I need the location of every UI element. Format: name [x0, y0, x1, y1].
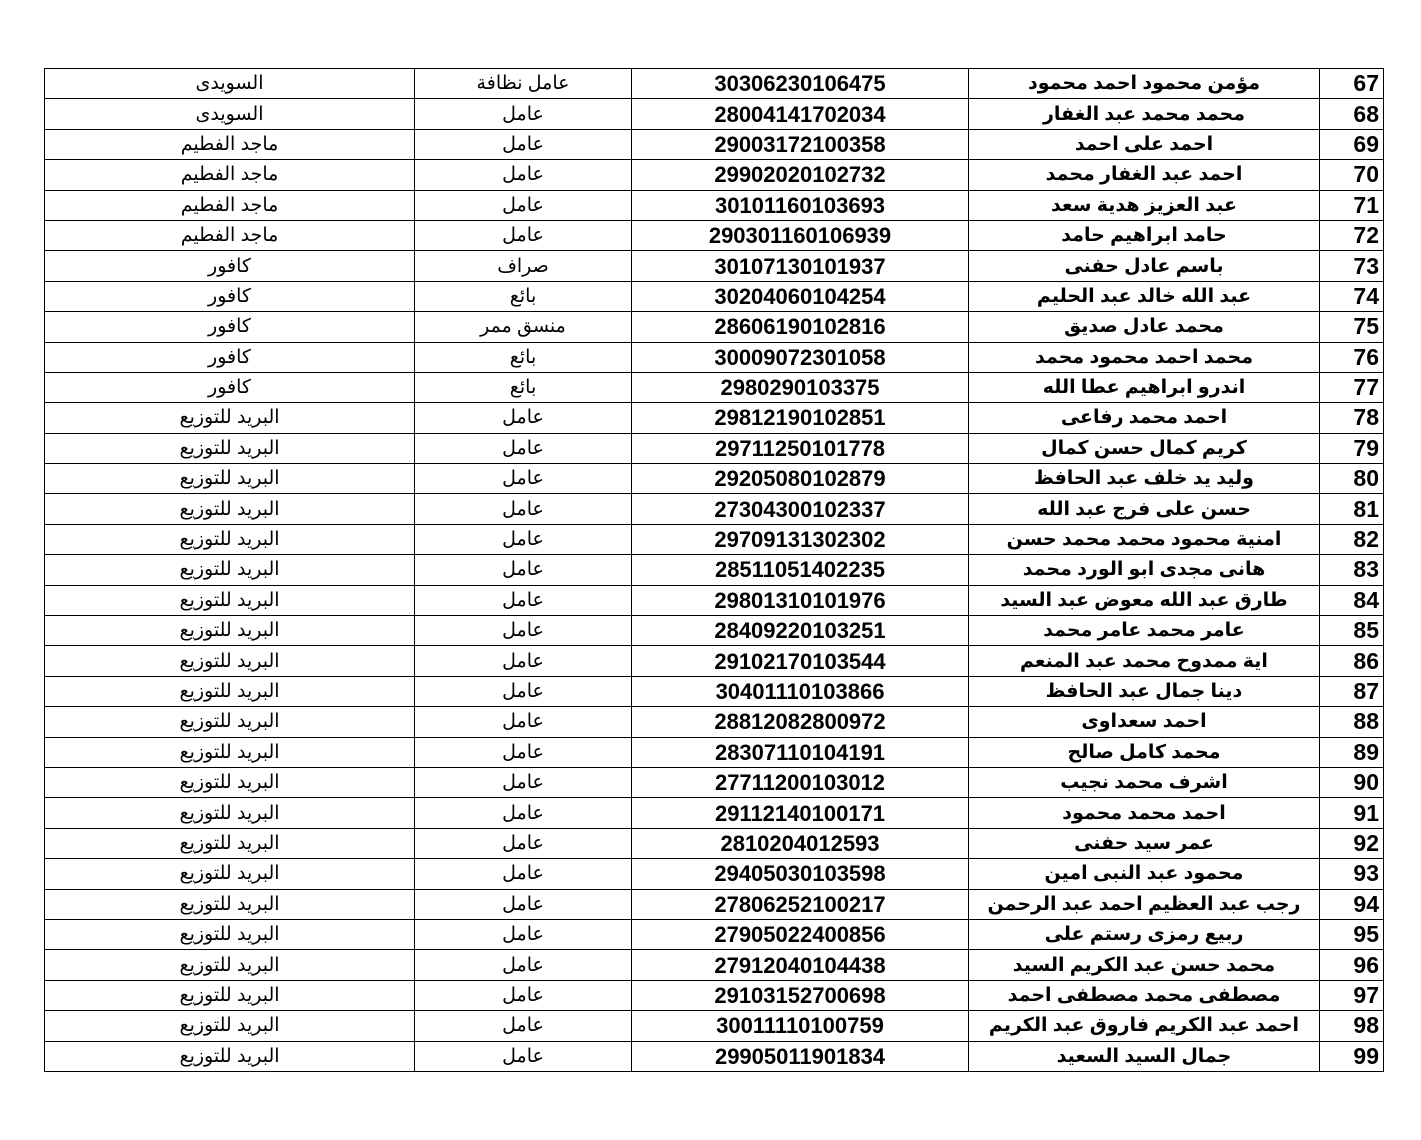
national-id-cell: 29003172100358	[632, 129, 969, 159]
row-number-cell: 80	[1320, 464, 1384, 494]
employee-name-cell: امنية محمود محمد محمد حسن	[969, 524, 1320, 554]
national-id-cell: 30306230106475	[632, 69, 969, 99]
employer-cell: البريد للتوزيع	[45, 828, 415, 858]
row-number-cell: 72	[1320, 220, 1384, 250]
employer-cell: كافور	[45, 342, 415, 372]
employee-name-cell: باسم عادل حفنى	[969, 251, 1320, 281]
job-title-cell: بائع	[415, 281, 632, 311]
row-number-cell: 79	[1320, 433, 1384, 463]
national-id-cell: 28812082800972	[632, 707, 969, 737]
employer-cell: ماجد الفطيم	[45, 129, 415, 159]
job-title-cell: عامل	[415, 1041, 632, 1071]
employee-name-cell: عبد العزيز هدية سعد	[969, 190, 1320, 220]
national-id-cell: 29812190102851	[632, 403, 969, 433]
row-number-cell: 75	[1320, 312, 1384, 342]
employer-cell: ماجد الفطيم	[45, 220, 415, 250]
table-row	[45, 251, 1384, 281]
table-row	[45, 767, 1384, 797]
table-row	[45, 433, 1384, 463]
employees-table	[44, 68, 1384, 1072]
employee-name-cell: محمود عبد النبى امين	[969, 859, 1320, 889]
table-row	[45, 859, 1384, 889]
national-id-cell: 290301160106939	[632, 220, 969, 250]
table-row	[45, 403, 1384, 433]
row-number-cell: 76	[1320, 342, 1384, 372]
employer-cell: البريد للتوزيع	[45, 767, 415, 797]
employee-name-cell: ربيع رمزى رستم على	[969, 919, 1320, 949]
job-title-cell: عامل	[415, 950, 632, 980]
job-title-cell: عامل	[415, 433, 632, 463]
national-id-cell: 27711200103012	[632, 767, 969, 797]
job-title-cell: عامل	[415, 828, 632, 858]
national-id-cell: 30107130101937	[632, 251, 969, 281]
employee-name-cell: طارق عبد الله معوض عبد السيد	[969, 585, 1320, 615]
national-id-cell: 30204060104254	[632, 281, 969, 311]
national-id-cell: 27905022400856	[632, 919, 969, 949]
row-number-cell: 73	[1320, 251, 1384, 281]
row-number-cell: 98	[1320, 1011, 1384, 1041]
employer-cell: البريد للتوزيع	[45, 1011, 415, 1041]
job-title-cell: بائع	[415, 372, 632, 402]
table-row	[45, 281, 1384, 311]
job-title-cell: عامل	[415, 555, 632, 585]
table-row	[45, 950, 1384, 980]
job-title-cell: عامل	[415, 767, 632, 797]
national-id-cell: 2810204012593	[632, 828, 969, 858]
employer-cell: البريد للتوزيع	[45, 494, 415, 524]
employer-cell: السويدى	[45, 99, 415, 129]
table-row	[45, 737, 1384, 767]
table-row	[45, 1041, 1384, 1071]
job-title-cell: عامل	[415, 980, 632, 1010]
national-id-cell: 29709131302302	[632, 524, 969, 554]
table-row	[45, 980, 1384, 1010]
employee-name-cell: احمد عبد الغفار محمد	[969, 160, 1320, 190]
row-number-cell: 86	[1320, 646, 1384, 676]
table-row	[45, 798, 1384, 828]
table-row	[45, 342, 1384, 372]
table-row	[45, 585, 1384, 615]
table-row	[45, 312, 1384, 342]
employer-cell: البريد للتوزيع	[45, 524, 415, 554]
table-row	[45, 129, 1384, 159]
job-title-cell: عامل	[415, 99, 632, 129]
table-row	[45, 494, 1384, 524]
row-number-cell: 93	[1320, 859, 1384, 889]
table-row	[45, 372, 1384, 402]
employee-name-cell: محمد محمد عبد الغفار	[969, 99, 1320, 129]
row-number-cell: 81	[1320, 494, 1384, 524]
job-title-cell: عامل	[415, 889, 632, 919]
employer-cell: كافور	[45, 281, 415, 311]
job-title-cell: بائع	[415, 342, 632, 372]
job-title-cell: عامل	[415, 859, 632, 889]
employer-cell: البريد للتوزيع	[45, 919, 415, 949]
job-title-cell: عامل	[415, 129, 632, 159]
employee-name-cell: حامد ابراهيم حامد	[969, 220, 1320, 250]
employer-cell: البريد للتوزيع	[45, 433, 415, 463]
employer-cell: البريد للتوزيع	[45, 676, 415, 706]
job-title-cell: صراف	[415, 251, 632, 281]
employee-name-cell: محمد احمد محمود محمد	[969, 342, 1320, 372]
national-id-cell: 29103152700698	[632, 980, 969, 1010]
national-id-cell: 28004141702034	[632, 99, 969, 129]
national-id-cell: 30009072301058	[632, 342, 969, 372]
job-title-cell: عامل	[415, 616, 632, 646]
employee-name-cell: مصطفى محمد مصطفى احمد	[969, 980, 1320, 1010]
row-number-cell: 70	[1320, 160, 1384, 190]
row-number-cell: 96	[1320, 950, 1384, 980]
row-number-cell: 69	[1320, 129, 1384, 159]
table-row	[45, 707, 1384, 737]
employee-name-cell: محمد كامل صالح	[969, 737, 1320, 767]
table-row	[45, 555, 1384, 585]
national-id-cell: 28307110104191	[632, 737, 969, 767]
national-id-cell: 27304300102337	[632, 494, 969, 524]
job-title-cell: عامل نظافة	[415, 69, 632, 99]
employer-cell: البريد للتوزيع	[45, 859, 415, 889]
row-number-cell: 97	[1320, 980, 1384, 1010]
row-number-cell: 92	[1320, 828, 1384, 858]
job-title-cell: عامل	[415, 919, 632, 949]
employer-cell: البريد للتوزيع	[45, 585, 415, 615]
table-row	[45, 646, 1384, 676]
employee-name-cell: احمد على احمد	[969, 129, 1320, 159]
employer-cell: البريد للتوزيع	[45, 980, 415, 1010]
national-id-cell: 28511051402235	[632, 555, 969, 585]
employer-cell: البريد للتوزيع	[45, 950, 415, 980]
job-title-cell: عامل	[415, 737, 632, 767]
national-id-cell: 29112140100171	[632, 798, 969, 828]
job-title-cell: عامل	[415, 190, 632, 220]
national-id-cell: 27912040104438	[632, 950, 969, 980]
employer-cell: البريد للتوزيع	[45, 646, 415, 676]
job-title-cell: عامل	[415, 464, 632, 494]
row-number-cell: 99	[1320, 1041, 1384, 1071]
employer-cell: كافور	[45, 312, 415, 342]
table-row	[45, 616, 1384, 646]
job-title-cell: عامل	[415, 220, 632, 250]
employee-name-cell: كريم كمال حسن كمال	[969, 433, 1320, 463]
national-id-cell: 28606190102816	[632, 312, 969, 342]
national-id-cell: 29205080102879	[632, 464, 969, 494]
national-id-cell: 29405030103598	[632, 859, 969, 889]
job-title-cell: عامل	[415, 494, 632, 524]
employer-cell: البريد للتوزيع	[45, 737, 415, 767]
row-number-cell: 68	[1320, 99, 1384, 129]
employee-name-cell: جمال السيد السعيد	[969, 1041, 1320, 1071]
employee-name-cell: احمد محمد رفاعى	[969, 403, 1320, 433]
employer-cell: ماجد الفطيم	[45, 190, 415, 220]
employee-name-cell: عامر محمد عامر محمد	[969, 616, 1320, 646]
job-title-cell: عامل	[415, 676, 632, 706]
national-id-cell: 27806252100217	[632, 889, 969, 919]
table-row	[45, 676, 1384, 706]
employee-name-cell: احمد عبد الكريم فاروق عبد الكريم	[969, 1011, 1320, 1041]
row-number-cell: 90	[1320, 767, 1384, 797]
national-id-cell: 29102170103544	[632, 646, 969, 676]
job-title-cell: عامل	[415, 585, 632, 615]
employee-name-cell: حسن على فرج عبد الله	[969, 494, 1320, 524]
national-id-cell: 29902020102732	[632, 160, 969, 190]
row-number-cell: 84	[1320, 585, 1384, 615]
row-number-cell: 74	[1320, 281, 1384, 311]
row-number-cell: 77	[1320, 372, 1384, 402]
employee-name-cell: احمد سعداوى	[969, 707, 1320, 737]
employee-name-cell: مؤمن محمود احمد محمود	[969, 69, 1320, 99]
national-id-cell: 29905011901834	[632, 1041, 969, 1071]
employee-name-cell: رجب عبد العظيم احمد عبد الرحمن	[969, 889, 1320, 919]
job-title-cell: عامل	[415, 524, 632, 554]
row-number-cell: 94	[1320, 889, 1384, 919]
employer-cell: كافور	[45, 251, 415, 281]
employee-name-cell: عمر سيد حفنى	[969, 828, 1320, 858]
employees-table-body	[45, 69, 1384, 1072]
employer-cell: البريد للتوزيع	[45, 616, 415, 646]
table-row	[45, 1011, 1384, 1041]
table-row	[45, 919, 1384, 949]
job-title-cell: عامل	[415, 160, 632, 190]
employer-cell: البريد للتوزيع	[45, 798, 415, 828]
row-number-cell: 89	[1320, 737, 1384, 767]
row-number-cell: 82	[1320, 524, 1384, 554]
table-row	[45, 160, 1384, 190]
employee-name-cell: دينا جمال عبد الحافظ	[969, 676, 1320, 706]
job-title-cell: عامل	[415, 707, 632, 737]
row-number-cell: 88	[1320, 707, 1384, 737]
row-number-cell: 71	[1320, 190, 1384, 220]
row-number-cell: 67	[1320, 69, 1384, 99]
table-row	[45, 828, 1384, 858]
table-row	[45, 69, 1384, 99]
job-title-cell: عامل	[415, 646, 632, 676]
employer-cell: البريد للتوزيع	[45, 555, 415, 585]
employer-cell: البريد للتوزيع	[45, 403, 415, 433]
employer-cell: البريد للتوزيع	[45, 707, 415, 737]
national-id-cell: 30011110100759	[632, 1011, 969, 1041]
employee-name-cell: وليد يد خلف عبد الحافظ	[969, 464, 1320, 494]
employee-name-cell: اية ممدوح محمد عبد المنعم	[969, 646, 1320, 676]
row-number-cell: 95	[1320, 919, 1384, 949]
row-number-cell: 83	[1320, 555, 1384, 585]
employer-cell: كافور	[45, 372, 415, 402]
national-id-cell: 2980290103375	[632, 372, 969, 402]
employee-name-cell: هانى مجدى ابو الورد محمد	[969, 555, 1320, 585]
employee-name-cell: اندرو ابراهيم عطا الله	[969, 372, 1320, 402]
employee-name-cell: اشرف محمد نجيب	[969, 767, 1320, 797]
row-number-cell: 91	[1320, 798, 1384, 828]
employer-cell: البريد للتوزيع	[45, 464, 415, 494]
national-id-cell: 30101160103693	[632, 190, 969, 220]
table-row	[45, 190, 1384, 220]
row-number-cell: 78	[1320, 403, 1384, 433]
table-row	[45, 524, 1384, 554]
job-title-cell: عامل	[415, 798, 632, 828]
table-row	[45, 220, 1384, 250]
national-id-cell: 30401110103866	[632, 676, 969, 706]
employer-cell: السويدى	[45, 69, 415, 99]
job-title-cell: عامل	[415, 1011, 632, 1041]
row-number-cell: 85	[1320, 616, 1384, 646]
employee-name-cell: محمد عادل صديق	[969, 312, 1320, 342]
table-row	[45, 99, 1384, 129]
table-row	[45, 464, 1384, 494]
table-row	[45, 889, 1384, 919]
employee-name-cell: احمد محمد محمود	[969, 798, 1320, 828]
row-number-cell: 87	[1320, 676, 1384, 706]
employee-name-cell: عبد الله خالد عبد الحليم	[969, 281, 1320, 311]
employer-cell: البريد للتوزيع	[45, 889, 415, 919]
job-title-cell: عامل	[415, 403, 632, 433]
job-title-cell: منسق ممر	[415, 312, 632, 342]
employer-cell: البريد للتوزيع	[45, 1041, 415, 1071]
national-id-cell: 29711250101778	[632, 433, 969, 463]
employer-cell: ماجد الفطيم	[45, 160, 415, 190]
national-id-cell: 29801310101976	[632, 585, 969, 615]
national-id-cell: 28409220103251	[632, 616, 969, 646]
employee-name-cell: محمد حسن عبد الكريم السيد	[969, 950, 1320, 980]
